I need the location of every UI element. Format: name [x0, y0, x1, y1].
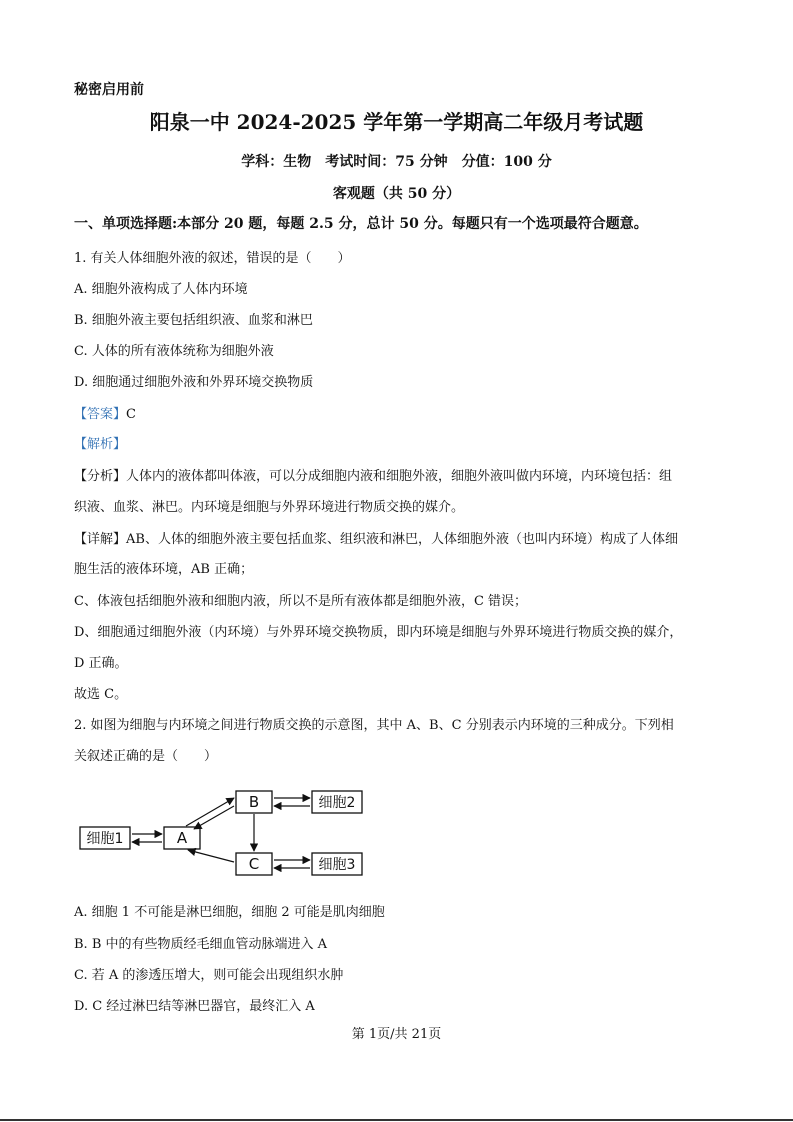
section-heading: 客观题（共 50 分）	[332, 186, 461, 202]
page-bottom-border	[0, 1119, 793, 1121]
q1-analysis-tag: 【解析】	[74, 437, 127, 452]
q2-stem-line: 关叙述正确的是（ ）	[74, 749, 218, 764]
exchange-diagram	[74, 786, 374, 886]
cell3-label: 细胞3	[318, 857, 356, 873]
q1-option-a: A. 细胞外液构成了人体内环境	[74, 282, 248, 297]
q2-option-a: A. 细胞 1 不可能是淋巴细胞，细胞 2 可能是肌肉细胞	[74, 905, 385, 920]
q1-stem: 1. 有关人体细胞外液的叙述，错误的是（ ）	[74, 251, 351, 266]
confidential-label: 秘密启用前	[74, 82, 144, 98]
answer-value: C	[126, 407, 136, 422]
exam-title: 阳泉一中 2024-2025 学年第一学期高二年级月考试题	[149, 110, 644, 134]
q1-option-b: B. 细胞外液主要包括组织液、血浆和淋巴	[74, 313, 313, 328]
q1-analysis-line: 【详解】AB、人体的细胞外液主要包括血浆、组织液和淋巴，人体细胞外液（也叫内环境）构成了人体细	[74, 532, 678, 547]
cell1-label: 细胞1	[86, 831, 124, 847]
q2-option-b: B. B 中的有些物质经毛细血管动脉端进入 A	[74, 937, 328, 952]
q1-analysis-line: 故选 C。	[74, 687, 128, 702]
q1-option-c: C. 人体的所有液体统称为细胞外液	[74, 344, 274, 359]
q2-option-c: C. 若 A 的渗透压增大，则可能会出现组织水肿	[74, 968, 344, 983]
arrow-a-to-b	[186, 798, 234, 826]
page-number: 第 1页/共 21页	[351, 1027, 442, 1042]
arrow-c-to-a	[188, 850, 234, 862]
c-label: C	[248, 855, 260, 873]
a-label: A	[176, 829, 188, 847]
cell2-label: 细胞2	[318, 795, 356, 811]
q1-answer	[74, 403, 136, 422]
q1-option-d: D. 细胞通过细胞外液和外界环境交换物质	[74, 375, 314, 390]
q1-analysis-line: 【分析】人体内的液体都叫体液，可以分成细胞内液和细胞外液，细胞外液叫做内环境，内环境包括：组	[74, 469, 673, 484]
q1-analysis-line: D、细胞通过细胞外液（内环境）与外界环境交换物质，即内环境是细胞与外界环境进行物质交换的媒介，	[74, 625, 683, 640]
q2-stem-line: 2. 如图为细胞与内环境之间进行物质交换的示意图，其中 A、B、C 分别表示内环境的三种成分。下列相	[74, 718, 674, 733]
exam-meta: 学科：生物 考试时间：75 分钟 分值：100 分	[241, 154, 552, 170]
q1-analysis-line: 胞生活的液体环境，AB 正确；	[74, 562, 254, 577]
q1-analysis-line: D 正确。	[74, 656, 128, 671]
section-instructions: 一、单项选择题:本部分 20 题，每题 2.5 分，总计 50 分。每题只有一个选项最符合题意。	[74, 216, 648, 232]
b-label: B	[248, 793, 260, 811]
q1-analysis-line: 织液、血浆、淋巴。内环境是细胞与外界环境进行物质交换的媒介。	[74, 500, 465, 515]
q1-analysis-line: C、体液包括细胞外液和细胞内液，所以不是所有液体都是细胞外液，C 错误；	[74, 594, 528, 609]
q2-option-d: D. C 经过淋巴结等淋巴器官，最终汇入 A	[74, 999, 315, 1014]
answer-tag: 【答案】	[74, 407, 127, 422]
